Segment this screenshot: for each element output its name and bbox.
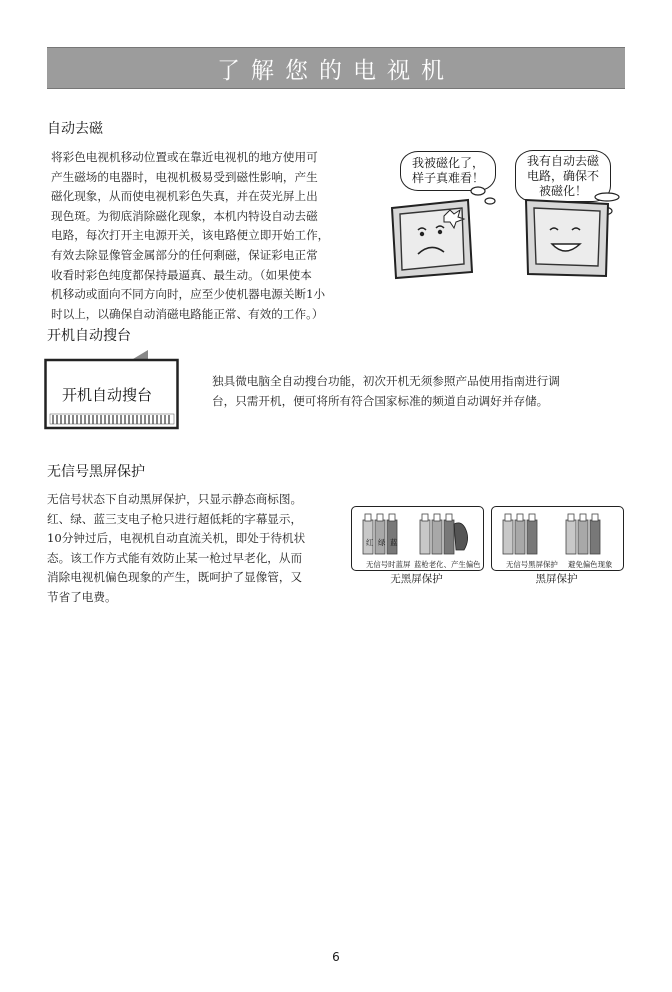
electron-guns-healthy-icon <box>498 512 618 558</box>
degauss-line: 电路，每次打开主电源开关，该电路便立即开始工作， <box>51 228 330 243</box>
speech-bubble-magnetized <box>400 151 496 191</box>
blackscreen-line: 红、绿、蓝三支电子枪只进行超低耗的字幕显示， <box>47 511 303 526</box>
degauss-line: 现色斑。为彻底消除磁化现象，本机内特设自动去磁 <box>51 208 318 223</box>
electron-guns-worn-icon <box>358 512 478 558</box>
sad-tv-icon <box>388 198 478 280</box>
panel-caption: 无信号时蓝屏 <box>366 560 411 569</box>
blackscreen-line: 节省了电费。 <box>47 589 117 604</box>
bubble-line: 被磁化！ <box>538 183 587 198</box>
happy-tv-icon <box>522 196 614 280</box>
panel-caption: 避免偏色现象 <box>568 560 613 569</box>
blackscreen-line: 10分钟过后，电视机自动直流关机，即处于待机状 <box>47 531 306 546</box>
panel-title: 黑屏保护 <box>535 573 578 585</box>
bubble-line: 样子真难看！ <box>411 171 484 185</box>
blackscreen-line: 无信号状态下自动黑屏保护，只显示静态商标图。 <box>47 492 303 506</box>
panel-caption: 蓝枪老化、产生偏色 <box>414 560 481 569</box>
autosearch-box-label: 开机自动搜台 <box>62 386 153 404</box>
bubble-line: 我被磁化了， <box>411 156 484 170</box>
degauss-heading: 自动去磁 <box>47 121 103 137</box>
bubble-line: 电路，确保不 <box>526 168 599 183</box>
degauss-line: 时以上，以确保自动消磁电路能正常、有效的工作。） <box>51 306 324 321</box>
gun-label-green: 绿 <box>378 538 386 547</box>
blackscreen-line: 态。该工作方式能有效防止某一枪过早老化，从而 <box>47 550 303 565</box>
blackscreen-line: 消除电视机偏色现象的产生，既呵护了显像管，又 <box>47 570 303 585</box>
degauss-line: 产生磁场的电器时，电视机极易受到磁性影响，产生 <box>51 169 318 184</box>
degauss-line: 有效去除显像管金属部分的任何剩磁，保证彩电正常 <box>51 247 318 262</box>
degauss-paragraph <box>51 148 329 324</box>
autosearch-line: 独具微电脑全自动搜台功能，初次开机无须参照产品使用指南进行调 <box>212 374 560 388</box>
panel-caption: 无信号黑屏保护 <box>506 560 558 569</box>
blackscreen-heading: 无信号黑屏保护 <box>47 464 145 480</box>
autosearch-paragraph <box>212 372 560 411</box>
autosearch-line: 台，只需开机，便可将所有符合国家标准的频道自动调好并存储。 <box>212 393 549 408</box>
degauss-line: 机移动或面向不同方向时，应至少使机器电源关断1小 <box>51 287 326 302</box>
page-number: 6 <box>332 950 340 964</box>
bubble-line: 我有自动去磁 <box>526 153 599 168</box>
page-title: 了解您的电视机 <box>217 57 455 84</box>
blackscreen-paragraph <box>47 490 305 608</box>
panel-title: 无黑屏保护 <box>390 573 443 585</box>
degauss-line: 将彩色电视机移动位置或在靠近电视机的地方使用可 <box>51 150 318 164</box>
degauss-line: 磁化现象，从而使电视机彩色失真，并在荧光屏上出 <box>51 189 318 204</box>
gun-label-blue: 蓝 <box>390 538 398 547</box>
autosearch-heading: 开机自动搜台 <box>47 328 131 344</box>
gun-label-red: 红 <box>366 538 374 547</box>
degauss-line: 收看时彩色纯度都保持最逼真、最生动。（如果使本 <box>51 267 312 282</box>
page-title-bar <box>47 47 625 89</box>
